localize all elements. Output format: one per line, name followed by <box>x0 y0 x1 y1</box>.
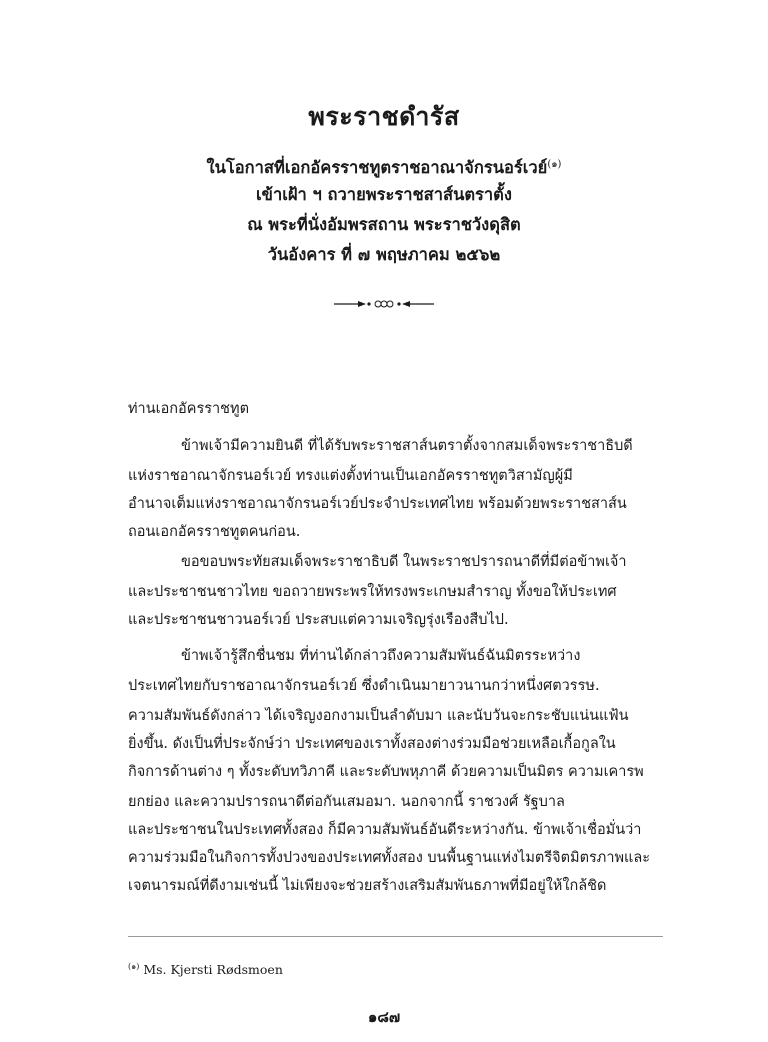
paragraph-line: และประชาชนในประเทศทั้งสอง ก็มีความสัมพันธ์อันดีระหว่างกัน. ข้าพเจ้าเชื่อมั่นว่า <box>128 822 642 838</box>
footnote <box>128 958 283 979</box>
paragraph-line: ขอขอบพระทัยสมเด็จพระราชาธิบดี ในพระราชปรารถนาดีที่มีต่อข้าพเจ้า <box>181 554 627 570</box>
paragraph-line: ข้าพเจ้ามีความยินดี ที่ได้รับพระราชสาส์นตราตั้งจากสมเด็จพระราชาธิบดี <box>181 438 633 454</box>
paragraph-line: กิจการด้านต่าง ๆ ทั้งระดับทวิภาคี และระดับพหุภาคี ด้วยความเป็นมิตร ความเคารพ <box>128 764 644 780</box>
paragraph-line: ประเทศไทยกับราชอาณาจักรนอร์เวย์ ซึ่งดำเนินมายาวนานกว่าหนึ่งศตวรรษ. <box>128 678 600 694</box>
subtitle-text: ในโอกาสที่เอกอัครราชทูตราชอาณาจักรนอร์เวย์ <box>206 158 548 177</box>
paragraph-line: ยิ่งขึ้น. ดังเป็นที่ประจักษ์ว่า ประเทศของเราทั้งสองต่างร่วมมือช่วยเหลือเกื้อกูลใน <box>128 736 616 752</box>
footnote-reference: (๑) <box>547 159 562 170</box>
paragraph-line: ความร่วมมือในกิจการทั้งปวงของประเทศทั้งสอง บนพื้นฐานแห่งไมตรีจิตมิตรภาพและ <box>128 850 651 866</box>
paragraph-line: และประชาชนชาวไทย ขอถวายพระพรให้ทรงพระเกษมสำราญ ทั้งขอให้ประเทศ <box>128 584 617 600</box>
subtitle-line-3: ณ พระที่นั่งอัมพรสถาน พระราชวังดุสิต <box>247 215 521 234</box>
page-number: ๑๘๗ <box>367 1008 401 1026</box>
subtitle-line-1 <box>0 155 768 178</box>
paragraph-line: ความสัมพันธ์ดังกล่าว ได้เจริญงอกงามเป็นลำดับมา และนับวันจะกระชับแน่นแฟ้น <box>128 708 629 724</box>
subtitle-line-2: เข้าเฝ้า ฯ ถวายพระราชสาส์นตราตั้ง <box>256 185 512 204</box>
paragraph-line: ยกย่อง และความปรารถนาดีต่อกันเสมอมา. นอกจากนี้ ราชวงศ์ รัฐบาล <box>128 794 565 810</box>
divider-ornament-icon <box>334 298 434 310</box>
paragraph-line: และประชาชนชาวนอร์เวย์ ประสบแต่ความเจริญรุ่งเรืองสืบไป. <box>128 612 509 628</box>
paragraph-line: เจตนารมณ์ที่ดีงามเช่นนี้ ไม่เพียงจะช่วยสร้างเสริมสัมพันธภาพที่มีอยู่ให้ใกล้ชิด <box>128 878 607 894</box>
paragraph-line: อำนาจเต็มแห่งราชอาณาจักรนอร์เวย์ประจำประเทศไทย พร้อมด้วยพระราชสาส์น <box>128 496 627 512</box>
paragraph-line: ข้าพเจ้ารู้สึกชื่นชม ที่ท่านได้กล่าวถึงความสัมพันธ์ฉันมิตรระหว่าง <box>181 648 581 664</box>
footnote-divider <box>128 936 663 937</box>
paragraph-line: แห่งราชอาณาจักรนอร์เวย์ ทรงแต่งตั้งท่านเป็นเอกอัครราชทูตวิสามัญผู้มี <box>128 468 573 484</box>
salutation: ท่านเอกอัครราชทูต <box>128 401 249 417</box>
footnote-text: Ms. Kjersti Rødsmoen <box>143 962 283 977</box>
paragraph-line: ถอนเอกอัครราชทูตคนก่อน. <box>128 524 301 540</box>
footnote-marker: (๑) <box>128 962 140 971</box>
subtitle-line-4: วันอังคาร ที่ ๗ พฤษภาคม ๒๕๖๒ <box>267 245 501 264</box>
page-title: พระราชดำรัส <box>308 102 460 131</box>
